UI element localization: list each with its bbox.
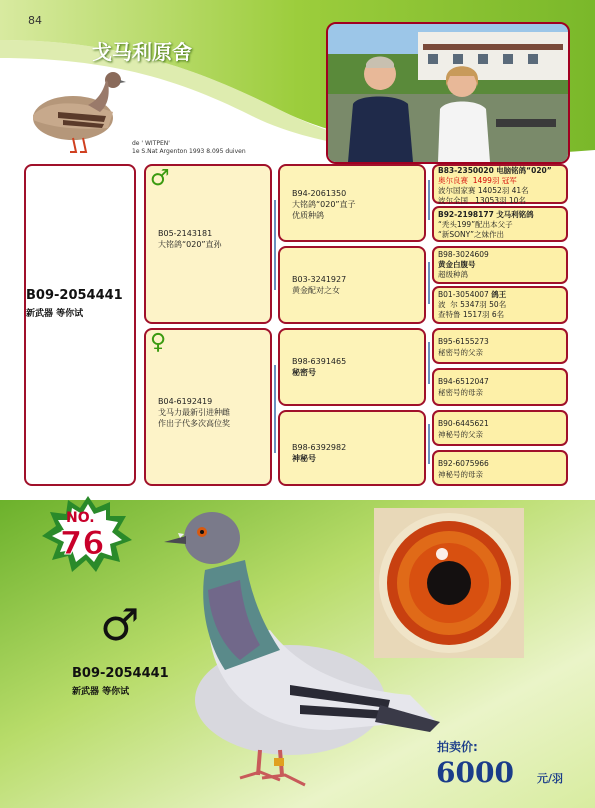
- gen4-info: [438, 250, 568, 280]
- dam-desc: 作出子代多次高位奖: [158, 419, 230, 428]
- pigeon-photo-small: [18, 60, 128, 160]
- gen3-info: [292, 188, 422, 221]
- connector-line: [428, 262, 430, 304]
- race-place: 10名: [508, 196, 526, 205]
- loft-title: 戈马利原舍: [92, 40, 192, 64]
- gen4-ring: B83-2350020: [438, 166, 494, 175]
- gen4-line: 超级种鸽: [438, 270, 468, 279]
- gen4-ring: B94-6512047: [438, 377, 489, 386]
- race-name: 波: [438, 300, 446, 309]
- gen3-desc: 秘密号: [292, 368, 316, 377]
- badge-no: NO.: [66, 510, 95, 526]
- caption-line: de ' WITPEN': [132, 140, 170, 147]
- gen3-desc: 优质种鸽: [292, 211, 324, 220]
- badge-number: 76: [60, 524, 105, 562]
- gen4-info: [438, 290, 568, 320]
- dam-info: [158, 396, 270, 429]
- race-name: 奥尔良赛: [438, 176, 468, 185]
- gen4-info: [438, 376, 568, 398]
- gen4-line: 秘密号的父亲: [438, 348, 483, 357]
- connector-line: [428, 342, 430, 384]
- subject-ring: B09-2054441: [26, 288, 123, 303]
- photo-caption: [132, 140, 246, 156]
- dam-ring: B04-6192419: [158, 397, 213, 406]
- gen4-line: “新SONY”之妹作出: [438, 230, 504, 239]
- connector-line: [274, 365, 276, 453]
- gen4-info: [438, 336, 568, 358]
- sire-desc: 大铭鸽“020”直孙: [158, 240, 222, 249]
- gen3-ring: B98-6391465: [292, 357, 347, 366]
- race-place: 6名: [491, 310, 505, 319]
- male-symbol-icon: ♂: [150, 166, 170, 191]
- gen3-ring: B03-3241927: [292, 275, 347, 284]
- male-symbol-icon: ♂: [100, 600, 140, 651]
- gen4-title: 电脑铭鸽“020”: [496, 166, 552, 175]
- connector-line: [274, 200, 276, 290]
- gen3-info: [292, 274, 422, 296]
- race-place: 冠军: [501, 176, 517, 185]
- lot-name: 新武器 等你试: [72, 687, 130, 697]
- sire-ring: B05-2143181: [158, 229, 213, 238]
- lot-number-badge: [42, 496, 134, 574]
- race-birds: 13053羽: [475, 196, 507, 205]
- eye-photo: [374, 508, 524, 658]
- price-label: 拍卖价:: [437, 740, 478, 754]
- gen4-ring: B95-6155273: [438, 337, 489, 346]
- price-unit: 元/羽: [537, 772, 564, 785]
- gen4-title: 戈马利铭鸽: [496, 210, 534, 219]
- gen4-info: [438, 166, 568, 206]
- lot-ring: B09-2054441: [72, 666, 169, 681]
- owners-photo: [326, 22, 570, 164]
- gen4-line: 神秘号的父亲: [438, 430, 483, 439]
- race-place: 41名: [511, 186, 529, 195]
- race-birds: 尔 5347羽: [450, 300, 487, 309]
- price-value: 6000: [436, 756, 514, 789]
- gen4-title: 鸽王: [491, 290, 507, 299]
- subject-box: [24, 164, 136, 486]
- race-place: 50名: [489, 300, 507, 309]
- gen3-info: [292, 356, 422, 378]
- gen4-line: 秘密号的母亲: [438, 388, 483, 397]
- gen4-ring: B90-6445621: [438, 419, 489, 428]
- gen4-line: “秃头199”配出本父子: [438, 220, 513, 229]
- race-birds: 1517羽: [462, 310, 490, 319]
- gen3-info: [292, 442, 422, 464]
- race-name: 波尔国家赛: [438, 186, 476, 195]
- gen4-info: [438, 458, 568, 480]
- gen4-info: [438, 210, 568, 240]
- gen4-ring: B01-3054007: [438, 290, 489, 299]
- connector-line: [428, 424, 430, 464]
- gen3-ring: B94-2061350: [292, 189, 347, 198]
- gen3-ring: B98-6392982: [292, 443, 347, 452]
- caption-line: 1e S.Nat Argenton 1993 8.095 duiven: [132, 148, 246, 155]
- gen4-line: 黄金白腹号: [438, 260, 476, 269]
- connector-line: [428, 180, 430, 220]
- page-number: 84: [28, 14, 42, 27]
- subject-name: 新武器 等你试: [26, 309, 84, 319]
- female-symbol-icon: ♀: [150, 330, 167, 355]
- gen3-desc: 黄金配对之女: [292, 286, 340, 295]
- gen4-ring: B98-3024609: [438, 250, 489, 259]
- sire-info: [158, 228, 268, 250]
- gen4-line: 神秘号的母亲: [438, 470, 483, 479]
- race-name: 波尔全国: [438, 196, 468, 205]
- race-birds: 1499羽: [472, 176, 500, 185]
- gen4-ring: B92-6075966: [438, 459, 489, 468]
- gen3-desc: 大铭鸽“020”直子: [292, 200, 356, 209]
- race-name: 查特鲁: [438, 310, 461, 319]
- gen3-desc: 神秘号: [292, 454, 316, 463]
- dam-desc: 戈马力最新引进种雌: [158, 408, 230, 417]
- gen4-info: [438, 418, 568, 440]
- race-birds: 14052羽: [477, 186, 510, 195]
- gen4-ring: B92-2198177: [438, 210, 494, 219]
